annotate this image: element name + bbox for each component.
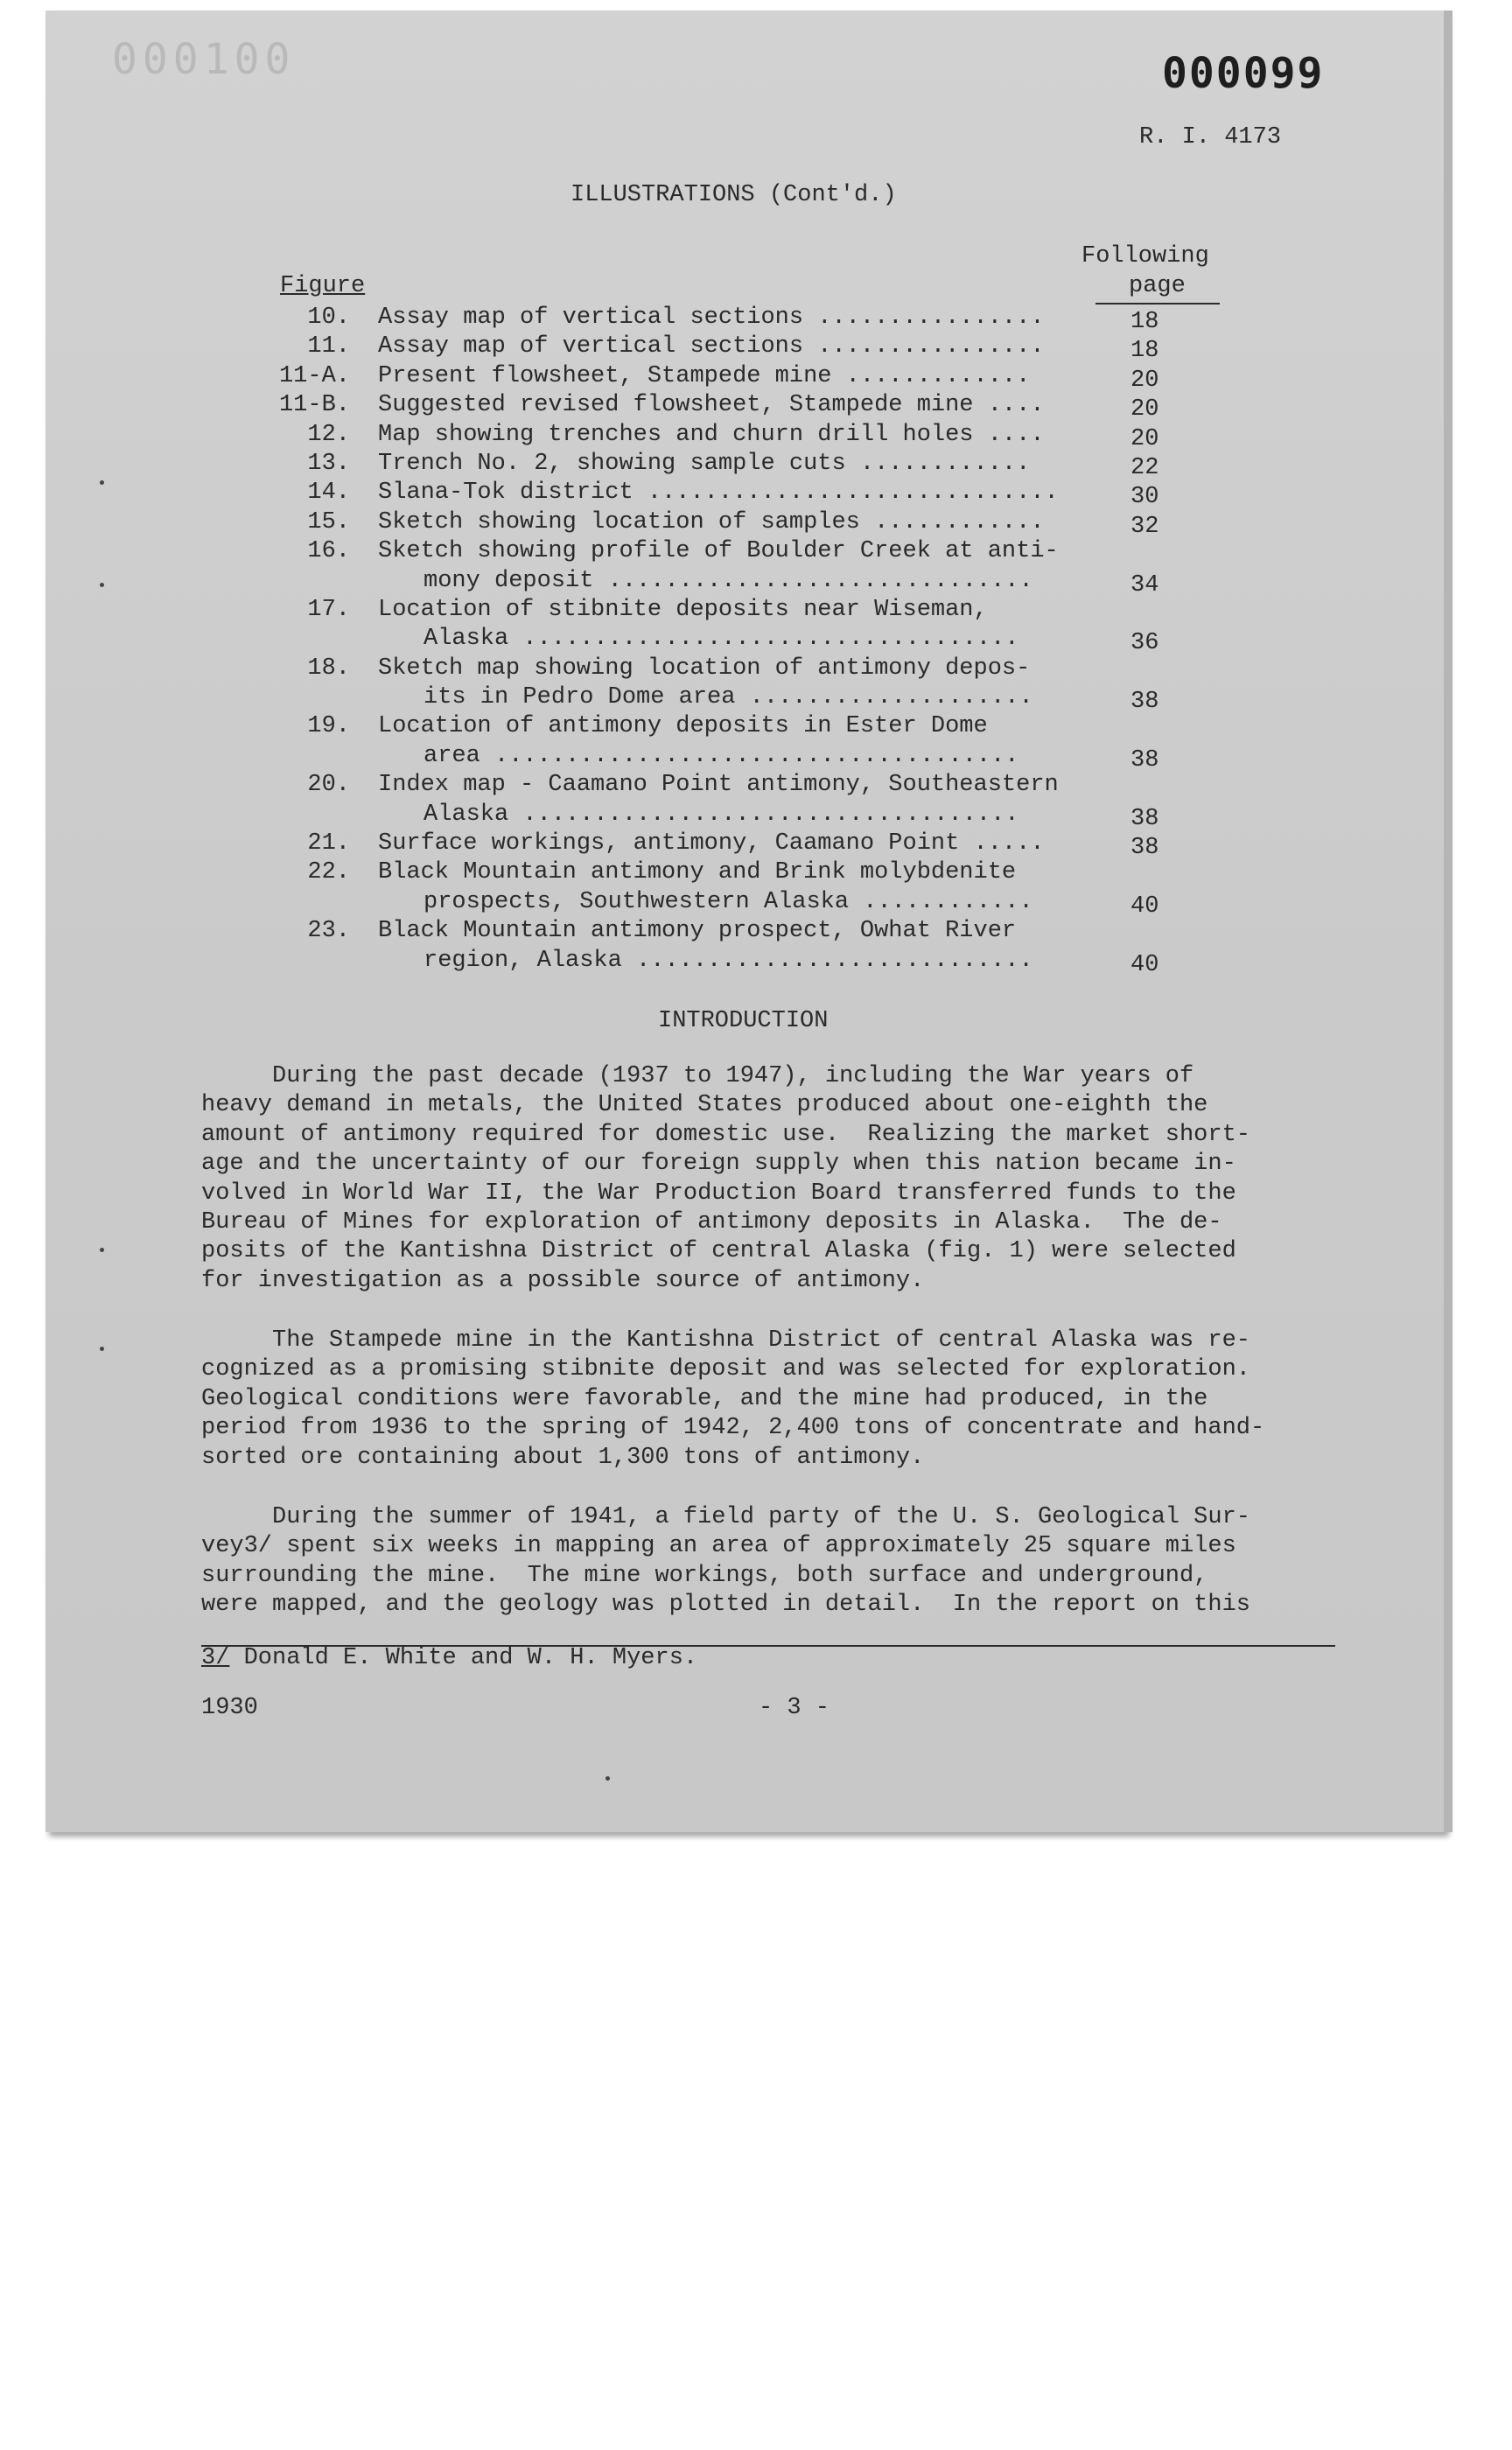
figure-number: 12. xyxy=(307,421,350,448)
paragraph-line: cognized as a promising stibnite deposit and was selected for exploration. xyxy=(201,1356,1250,1383)
illustrations-list xyxy=(46,304,1446,976)
footer-code: 1930 xyxy=(201,1695,258,1721)
figure-row xyxy=(46,713,1446,742)
figure-page: 40 xyxy=(1130,951,1159,978)
paragraph-line: were mapped, and the geology was plotted in detail. In the report on this xyxy=(201,1592,1250,1619)
figure-caption: Alaska ................................... xyxy=(424,801,1019,828)
paragraph-line: period from 1936 to the spring of 1942, 2,400 tons of concentrate and hand- xyxy=(201,1415,1265,1442)
figure-page: 36 xyxy=(1130,630,1159,657)
speck xyxy=(100,1248,104,1252)
paragraph-3 xyxy=(201,1503,1250,1620)
figure-caption: Index map - Caamano Point antimony, Southeastern xyxy=(378,772,1059,799)
header-following: Following xyxy=(1082,243,1209,270)
paragraph-line: for investigation as a possible source of antimony. xyxy=(201,1267,925,1294)
figure-caption: mony deposit .............................. xyxy=(424,567,1033,594)
figure-caption: Surface workings, antimony, Caamano Point ..... xyxy=(378,830,1045,858)
paragraph-1 xyxy=(201,1062,1250,1296)
figure-row xyxy=(46,948,1446,976)
figure-number: 11-A. xyxy=(278,362,350,389)
figure-row xyxy=(46,422,1446,451)
figure-number: 11-B. xyxy=(278,392,350,419)
figure-page: 32 xyxy=(1130,513,1159,540)
figure-caption: its in Pedro Dome area .................... xyxy=(424,684,1033,711)
figure-page: 20 xyxy=(1130,367,1159,394)
figure-row xyxy=(46,480,1446,511)
figure-number: 17. xyxy=(307,596,350,623)
figure-caption: Black Mountain antimony and Brink molybdenite xyxy=(378,859,1017,886)
figure-caption: Assay map of vertical sections ................ xyxy=(378,333,1045,360)
figure-page: 20 xyxy=(1130,396,1159,424)
paragraph-line: During the summer of 1941, a field party of the U. S. Geological Sur- xyxy=(201,1504,1250,1530)
section-heading: INTRODUCTION xyxy=(658,1008,829,1034)
figure-number: 20. xyxy=(307,772,350,799)
document-page xyxy=(46,10,1446,1832)
figure-number: 21. xyxy=(307,830,350,858)
figure-row xyxy=(46,743,1446,772)
figure-row xyxy=(46,538,1446,567)
figure-caption: prospects, Southwestern Alaska ............ xyxy=(424,888,1033,915)
figure-row xyxy=(46,918,1446,947)
figure-caption: Black Mountain antimony prospect, Owhat River xyxy=(378,918,1017,945)
figure-number: 13. xyxy=(307,450,350,477)
paragraph-line: heavy demand in metals, the United States produced about one-eighth the xyxy=(201,1092,1208,1119)
paragraph-line: surrounding the mine. The mine workings, both surface and underground, xyxy=(201,1562,1208,1589)
faint-stamp-number: 000100 xyxy=(112,35,296,84)
paragraph-line: posits of the Kantishna District of central Alaska (fig. 1) were selected xyxy=(201,1238,1236,1265)
figure-page: 18 xyxy=(1130,309,1159,335)
figure-caption: Sketch showing profile of Boulder Creek at anti- xyxy=(378,538,1059,565)
figure-number: 22. xyxy=(307,859,350,886)
figure-row xyxy=(46,772,1446,801)
figure-caption: Location of antimony deposits in Ester Dome xyxy=(378,713,988,740)
paragraph-line: Bureau of Mines for exploration of antimony deposits in Alaska. The de- xyxy=(201,1209,1222,1236)
paragraph-line: sorted ore containing about 1,300 tons of antimony. xyxy=(201,1444,925,1471)
figure-row xyxy=(46,597,1446,626)
figure-page: 38 xyxy=(1130,689,1159,716)
figure-caption: Suggested revised flowsheet, Stampede mine .... xyxy=(378,392,1045,419)
page-title: ILLUSTRATIONS (Cont'd.) xyxy=(570,182,897,208)
figure-caption: Alaska ................................... xyxy=(424,626,1019,653)
figure-row xyxy=(46,830,1446,862)
page-number: - 3 - xyxy=(759,1695,830,1721)
figure-page: 38 xyxy=(1130,746,1159,774)
figure-row xyxy=(46,363,1446,392)
footnote-mark: 3/ xyxy=(201,1645,230,1671)
figure-caption: Assay map of vertical sections ................ xyxy=(378,304,1045,331)
figure-row xyxy=(46,626,1446,657)
figure-caption: Trench No. 2, showing sample cuts ............ xyxy=(378,450,1031,477)
figure-caption: Slana-Tok district ............................. xyxy=(378,480,1059,507)
figure-number: 15. xyxy=(307,508,350,536)
paragraph-line: age and the uncertainty of our foreign supply when this nation became in- xyxy=(201,1151,1236,1178)
speck xyxy=(100,480,104,485)
figure-row xyxy=(46,684,1446,716)
figure-caption: Present flowsheet, Stampede mine ............. xyxy=(378,362,1031,389)
figure-number: 18. xyxy=(307,654,350,682)
figure-number: 14. xyxy=(307,480,350,507)
figure-caption: region, Alaska ............................ xyxy=(424,947,1033,974)
header-figure: Figure xyxy=(280,273,366,299)
figure-row xyxy=(46,889,1446,918)
speck xyxy=(100,583,104,587)
figure-row xyxy=(46,859,1446,888)
figure-row xyxy=(46,568,1446,597)
paragraph-line: Geological conditions were favorable, and the mine had produced, in the xyxy=(201,1385,1208,1412)
figure-number: 16. xyxy=(307,538,350,565)
figure-row xyxy=(46,509,1446,538)
speck xyxy=(100,1347,104,1351)
figure-page: 18 xyxy=(1130,338,1159,365)
figure-row xyxy=(46,655,1446,684)
figure-row xyxy=(46,392,1446,424)
footnote xyxy=(201,1645,697,1671)
header-page: page xyxy=(1129,273,1186,299)
figure-number: 10. xyxy=(307,304,350,331)
paragraph-line: During the past decade (1937 to 1947), including the War years of xyxy=(201,1063,1194,1089)
paragraph-line: The Stampede mine in the Kantishna District of central Alaska was re- xyxy=(201,1327,1250,1354)
figure-row xyxy=(46,333,1446,365)
figure-number: 23. xyxy=(307,918,350,945)
speck xyxy=(606,1776,610,1781)
figure-row xyxy=(46,304,1446,333)
figure-page: 22 xyxy=(1130,454,1159,481)
figure-number: 11. xyxy=(307,333,350,360)
figure-page: 40 xyxy=(1130,892,1159,920)
stamp-number: 000099 xyxy=(1162,49,1325,98)
paragraph-2 xyxy=(201,1326,1264,1473)
figure-caption: Map showing trenches and churn drill holes .... xyxy=(378,421,1045,448)
figure-caption: Location of stibnite deposits near Wiseman, xyxy=(378,596,988,623)
figure-page: 38 xyxy=(1130,835,1159,862)
paragraph-line: volved in World War II, the War Production Board transferred funds to the xyxy=(201,1180,1236,1207)
figure-caption: Sketch map showing location of antimony depos- xyxy=(378,654,1031,682)
report-number: R. I. 4173 xyxy=(1139,124,1282,150)
figure-row xyxy=(46,451,1446,480)
figure-row xyxy=(46,802,1446,830)
figure-caption: area ..................................... xyxy=(424,742,1019,769)
figure-number: 19. xyxy=(307,713,350,740)
figure-caption: Sketch showing location of samples ............ xyxy=(378,508,1045,536)
figure-page: 34 xyxy=(1130,571,1159,598)
figure-page: 20 xyxy=(1130,425,1159,452)
paragraph-line: vey3/ spent six weeks in mapping an area of approximately 25 square miles xyxy=(201,1533,1236,1560)
figure-page: 38 xyxy=(1130,805,1159,832)
footnote-text: Donald E. White and W. H. Myers. xyxy=(229,1645,698,1671)
figure-page: 30 xyxy=(1130,484,1159,511)
paragraph-line: amount of antimony required for domestic use. Realizing the market short- xyxy=(201,1121,1250,1148)
